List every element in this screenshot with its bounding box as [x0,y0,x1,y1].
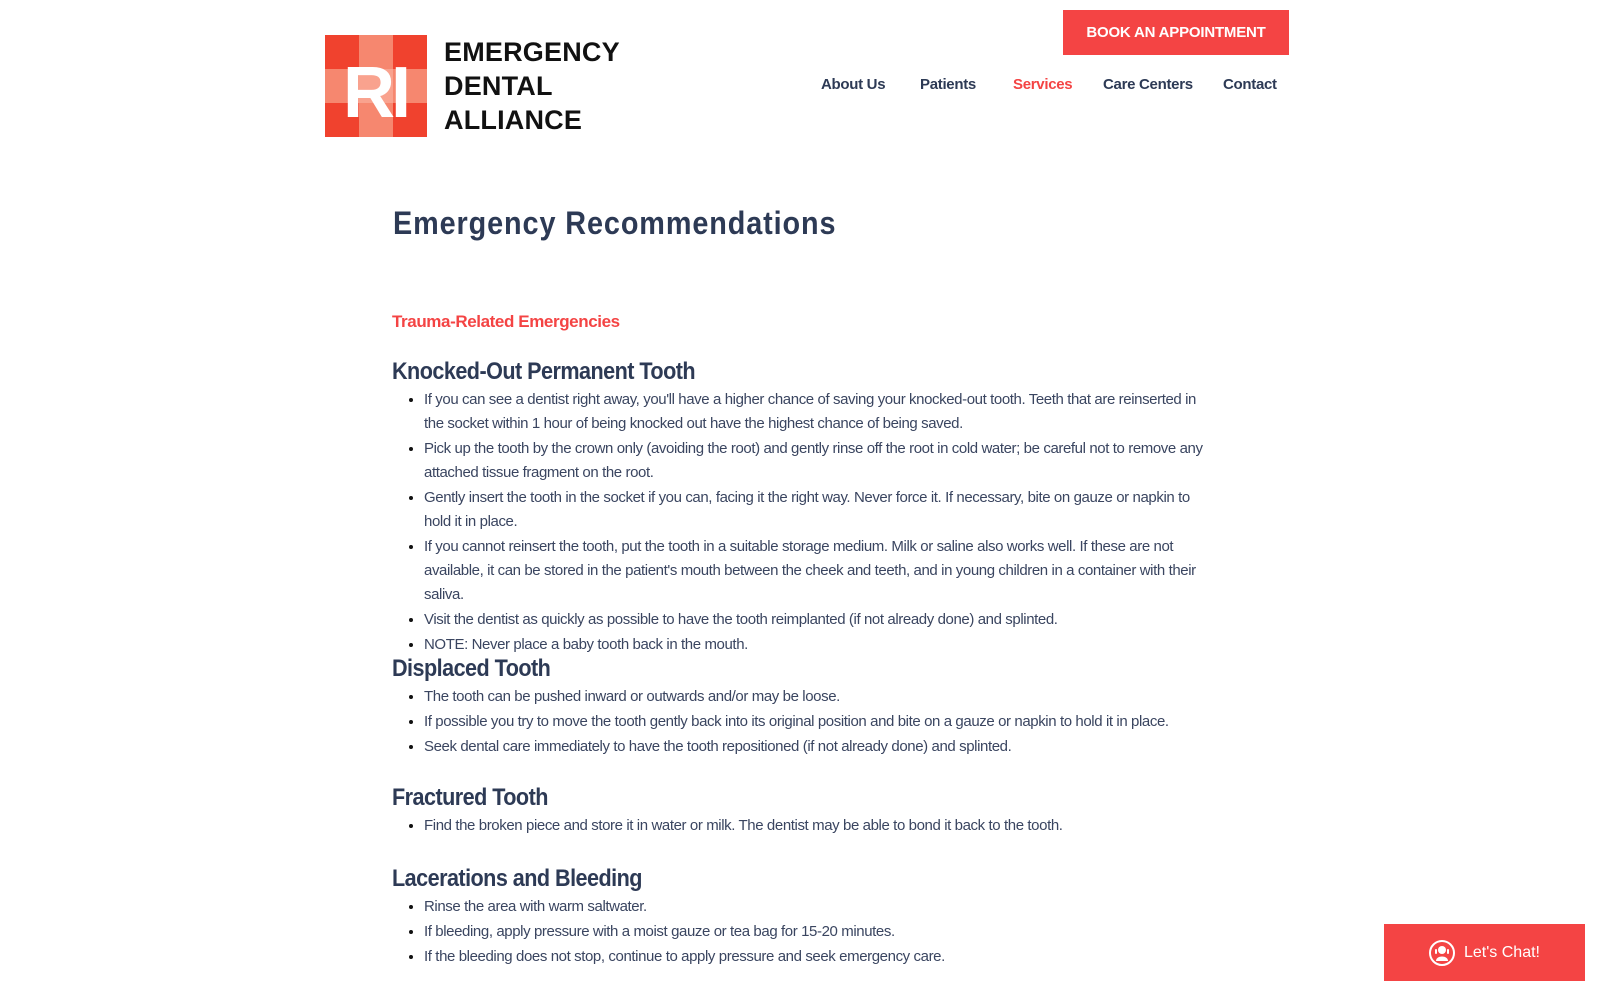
book-appointment-button[interactable]: BOOK AN APPOINTMENT [1063,10,1289,55]
site-logo[interactable] [325,35,695,137]
list-item: • Visit the dentist as quickly as possible to have the tooth reimplanted (if not already done) and splinted. [424,607,1207,632]
nav-item-patients[interactable]: Patients [920,76,976,93]
list-item: • Pick up the tooth by the crown only (avoiding the root) and gently rinse off the root in cold water; be careful not to remove any attached tissue fragment on the root. [424,436,1207,485]
section-list [392,813,1207,838]
page-title: Emergency Recommendations [393,205,837,241]
list-item: • Gently insert the tooth in the socket if you can, facing it the right way. Never force it. If necessary, bite on gauze or napkin to hold it in place. [424,485,1207,534]
list-item: • Seek dental care immediately to have the tooth repositioned (if not already done) and splinted. [424,734,1207,759]
list-item: • The tooth can be pushed inward or outwards and/or may be loose. [424,684,1207,709]
section-heading: Knocked-Out Permanent Tooth [392,358,696,385]
logo-wordmark [444,35,695,137]
section-list [392,894,1207,969]
section-list [392,387,1207,657]
list-item: • If you cannot reinsert the tooth, put the tooth in a suitable storage medium. Milk or saline also works well. If these are not available, it can be stored in the patient's mouth between the cheek and teeth, and in young children in a container with their saliva. [424,534,1207,607]
logo-line-2: DENTAL ALLIANCE [444,71,583,135]
section-heading: Lacerations and Bleeding [392,865,642,892]
list-item: • If you can see a dentist right away, you'll have a higher chance of saving your knocked-out tooth. Teeth that are reinserted in the socket within 1 hour of being knocked out have the highest chance of being saved. [424,387,1207,436]
section-displaced-tooth [392,654,1207,759]
nav-item-care-centers[interactable]: Care Centers [1103,76,1193,93]
chat-icon [1429,940,1455,966]
main-nav [800,76,1280,98]
logo-mark [325,35,427,137]
section-list [392,684,1207,759]
section-fractured-tooth [392,783,1207,838]
section-knocked-out-tooth [392,357,1207,657]
list-item: • Find the broken piece and store it in water or milk. The dentist may be able to bond it back to the tooth. [424,813,1207,838]
logo-mark-text: RI [343,53,407,133]
chat-label: Let's Chat! [1464,943,1540,961]
logo-line-1: EMERGENCY [444,37,620,67]
list-item: • If possible you try to move the tooth gently back into its original position and bite on a gauze or napkin to hold it in place. [424,709,1207,734]
nav-item-about-us[interactable]: About Us [821,76,886,93]
list-item: • Rinse the area with warm saltwater. [424,894,1207,919]
chat-widget-button[interactable] [1384,924,1585,981]
list-item: • If bleeding, apply pressure with a moist gauze or tea bag for 15-20 minutes. [424,919,1207,944]
category-label: Trauma-Related Emergencies [392,312,620,331]
section-heading: Displaced Tooth [392,655,551,682]
nav-item-contact[interactable]: Contact [1223,76,1277,93]
nav-item-services[interactable]: Services [1013,76,1073,93]
list-item: • NOTE: Never place a baby tooth back in the mouth. [424,632,1207,657]
section-heading: Fractured Tooth [392,784,548,811]
section-lacerations-bleeding [392,864,1207,969]
list-item: • If the bleeding does not stop, continue to apply pressure and seek emergency care. [424,944,1207,969]
